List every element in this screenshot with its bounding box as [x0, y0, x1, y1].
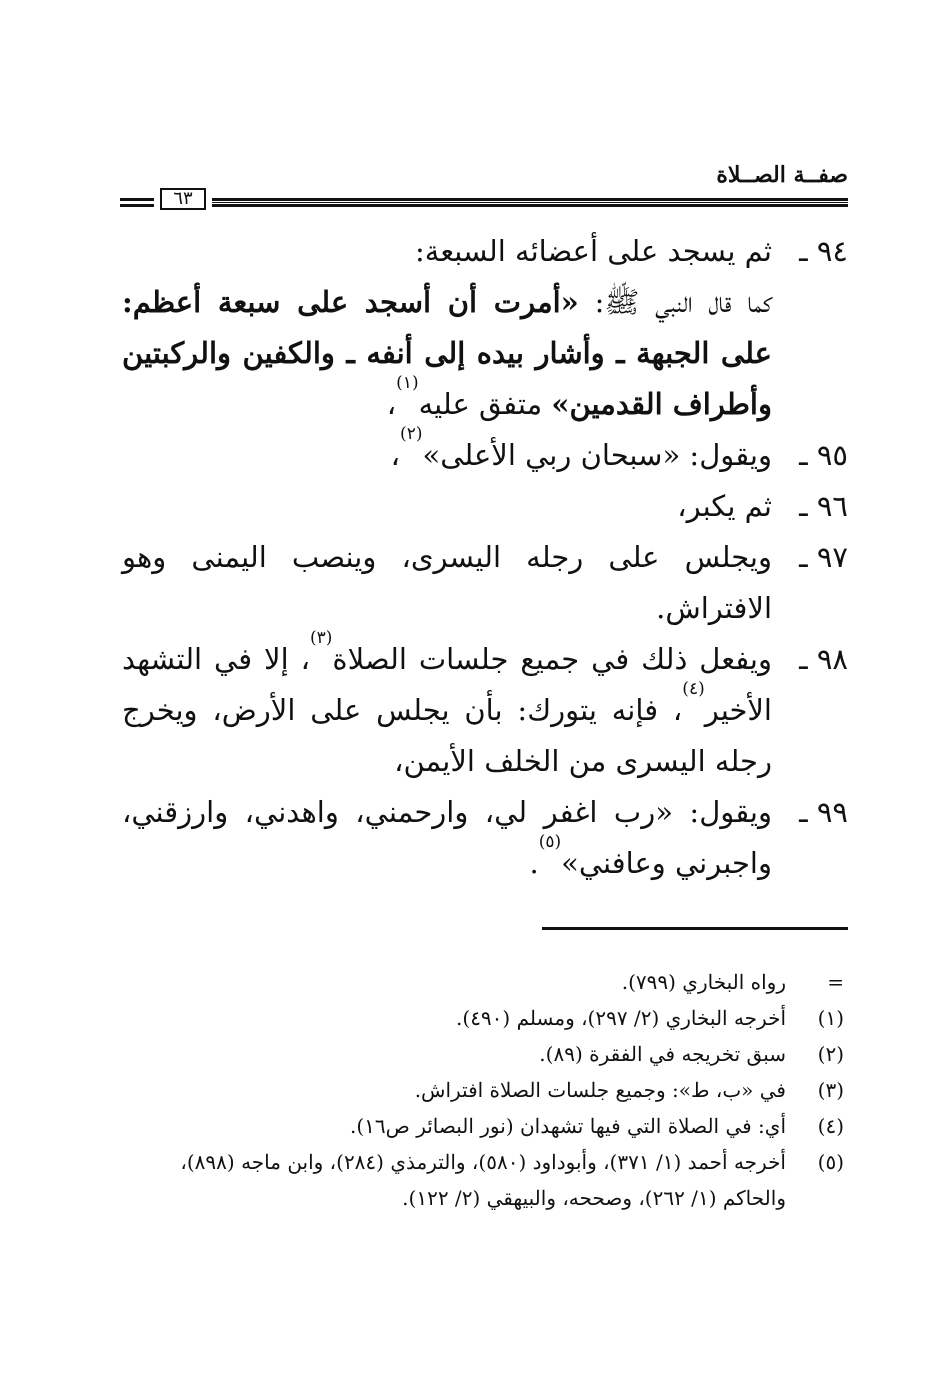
- footnote-text: رواه البخاري (٧٩٩).: [621, 970, 786, 994]
- footnote-3: [122, 1072, 848, 1108]
- paragraph-text: ويقول: «سبحان ربي الأعلى»: [422, 438, 772, 472]
- paragraph-99: [122, 787, 848, 889]
- punctuation: ،: [386, 387, 397, 421]
- paragraph-text: ، إلا في التشهد الأخير: [122, 642, 772, 727]
- paragraph-text: ثم يكبر،: [677, 489, 772, 523]
- intro-text: كما قال النبي ﷺ:: [578, 285, 772, 319]
- page-number: ٦٣: [160, 188, 206, 210]
- header-rule-short: [120, 198, 154, 207]
- footnote-text: أي: في الصلاة التي فيها تشهدان (نور البصائر ص١٦).: [350, 1114, 786, 1138]
- footnote-ref[interactable]: (١): [396, 373, 419, 393]
- paragraph-number: ٩٩ ـ: [799, 795, 848, 829]
- footnote-1: [122, 1000, 848, 1036]
- footnote-2: [122, 1036, 848, 1072]
- footnote-marker: (٢): [817, 1042, 844, 1066]
- paragraph-96: [122, 481, 848, 532]
- paragraph-text: ويقول: «رب اغفر لي، وارحمني، واهدني، وارزقني، واجبرني وعافني»: [122, 795, 772, 880]
- paragraph-94: [122, 226, 848, 430]
- footnote-text: في «ب، ط»: وجميع جلسات الصلاة افتراش.: [414, 1078, 786, 1102]
- paragraph-continuation: [122, 277, 772, 430]
- footnote-separator: [542, 927, 848, 930]
- page-header: [120, 160, 848, 210]
- source-text: متفق عليه: [418, 387, 552, 421]
- footnote-marker: (٥): [817, 1150, 844, 1174]
- paragraph-number: ٩٧ ـ: [799, 540, 848, 574]
- footnote-ref[interactable]: (٤): [682, 679, 705, 699]
- paragraph-97: [122, 532, 848, 634]
- punctuation: .: [529, 846, 539, 880]
- footnote-text: أخرجه أحمد (١/ ٣٧١)، وأبوداود (٥٨٠)، والترمذي (٢٨٤)، وابن ماجه (٨٩٨)، والحاكم (١/ ٢٦٢)، وصححه، والبيهقي (٢/ ١٢٢).: [180, 1150, 786, 1210]
- footnote-marker: =: [827, 970, 844, 994]
- footnote-4: [122, 1108, 848, 1144]
- footnote-ref[interactable]: (٥): [538, 832, 562, 852]
- header-rule: [212, 198, 848, 207]
- footnote-ref[interactable]: (٣): [309, 628, 333, 648]
- running-title: صفــة الصــلاة: [716, 162, 848, 188]
- footnotes: [122, 964, 848, 1216]
- hadith-quote: «أمرت أن أسجد على سبعة أعظم: على الجبهة ـ وأشار بيده إلى أنفه ـ والكفين والركبتين وأطراف القدمين»: [122, 285, 772, 421]
- paragraph-number: ٩٦ ـ: [799, 489, 848, 523]
- footnote-marker: (٣): [817, 1078, 844, 1102]
- footnote-marker: (١): [817, 1006, 844, 1030]
- paragraph-text: ثم يسجد على أعضائه السبعة:: [415, 234, 772, 268]
- paragraph-number: ٩٨ ـ: [799, 642, 848, 676]
- paragraph-number: ٩٤ ـ: [799, 234, 848, 268]
- paragraph-text: ويجلس على رجله اليسرى، وينصب اليمنى وهو الافتراش.: [122, 540, 772, 625]
- footnote-text: سبق تخريجه في الفقرة (٨٩).: [539, 1042, 786, 1066]
- footnote-ref[interactable]: (٢): [400, 424, 423, 444]
- main-text: [122, 226, 848, 889]
- footnote-text: أخرجه البخاري (٢/ ٢٩٧)، ومسلم (٤٩٠).: [456, 1006, 786, 1030]
- footnote-5: [122, 1144, 848, 1216]
- footnote-marker: (٤): [817, 1114, 844, 1138]
- paragraph-text-wrap: [122, 628, 773, 787]
- paragraph-text-wrap: [122, 424, 772, 481]
- paragraph-text: ، فإنه يتورك: بأن يجلس على الأرض، ويخرج رجله اليسرى من الخلف الأيمن،: [122, 693, 772, 778]
- paragraph-95: [122, 424, 848, 481]
- footnote-continued: [122, 964, 848, 1000]
- paragraph-98: [122, 628, 848, 787]
- paragraph-text-wrap: [122, 787, 772, 889]
- paragraph-number: ٩٥ ـ: [799, 438, 848, 472]
- paragraph-text: ويفعل ذلك في جميع جلسات الصلاة: [332, 642, 773, 676]
- punctuation: ،: [390, 438, 401, 472]
